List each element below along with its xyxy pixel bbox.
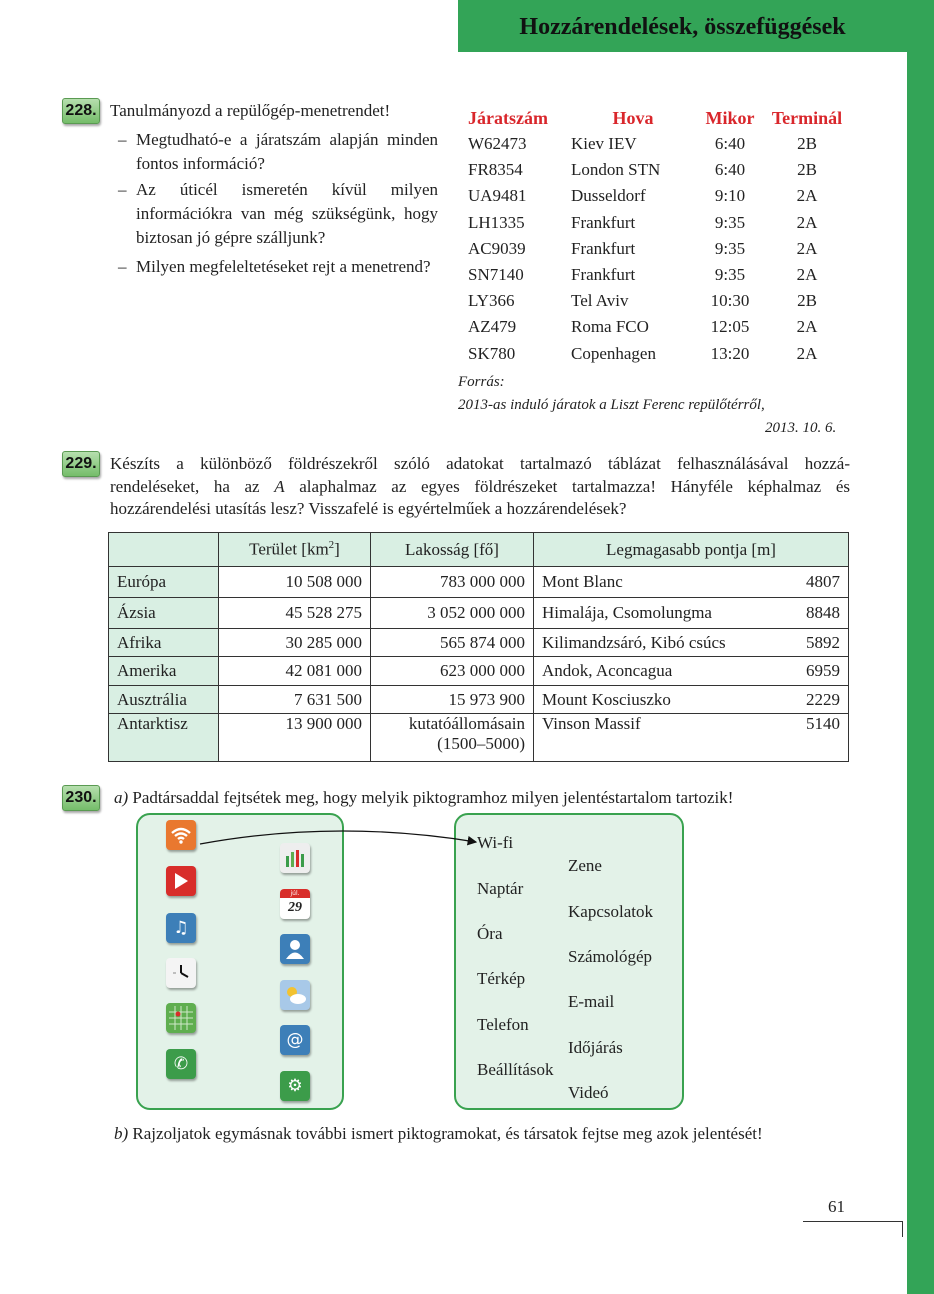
flight-number-cell: AC9039 [468, 238, 526, 258]
clock-icon [166, 958, 196, 988]
time-cell: 9:35 [714, 212, 746, 232]
highest-point-cell [534, 598, 849, 629]
word-settings: Beállítások [477, 1060, 554, 1079]
highest-point-cell [534, 714, 849, 762]
highest-point-cell [534, 629, 849, 657]
area-cell: 7 631 500 [219, 686, 371, 714]
peak-name: Mont Blanc [542, 572, 623, 591]
matching-arrow [196, 825, 481, 850]
peak-name: Andok, Aconcagua [542, 661, 673, 680]
exercise-229-line-3: hozzárendelési utasítás lesz? Visszafelé is egyértelműek a hozzárendelések? [110, 499, 627, 518]
flight-row [460, 131, 849, 157]
word-wifi: Wi-fi [477, 833, 514, 852]
flight-row [460, 314, 849, 340]
time-cell: 13:20 [710, 343, 750, 363]
settings-icon: ⚙ [280, 1071, 310, 1101]
highest-point-content [542, 661, 840, 681]
highest-point-content [542, 572, 840, 592]
continent-row [109, 657, 849, 686]
population-range: (1500–5000) [437, 734, 525, 753]
terminal-cell: 2A [796, 212, 818, 232]
page-number-rule-tick [902, 1221, 903, 1237]
header-highest-point: Legmagasabb pontja [m] [534, 533, 849, 567]
word-clock: Óra [477, 924, 503, 943]
continent-row [109, 629, 849, 657]
time-cell: 9:35 [714, 265, 746, 285]
time-cell: 6:40 [714, 160, 746, 180]
peak-height: 4807 [806, 572, 840, 591]
map-icon [166, 1003, 196, 1033]
peak-name: Kilimandzsáró, Kibó csúcs [542, 632, 726, 652]
peak-height: 8848 [806, 603, 840, 622]
flight-row [460, 236, 849, 262]
flight-number-cell: SN7140 [468, 265, 524, 285]
time-cell: 6:40 [714, 134, 746, 154]
continent-name-cell: Európa [109, 567, 219, 598]
continent-name-cell: Antarktisz [109, 714, 219, 762]
destination-cell: London STN [571, 160, 661, 180]
peak-name: Mount Kosciuszko [542, 689, 671, 709]
col-time: Mikor [705, 107, 755, 128]
peak-height: 5892 [806, 632, 840, 652]
peak-height: 2229 [806, 689, 840, 709]
exercise-number-228: 228. [62, 98, 100, 124]
exercise-229-line-1: Készíts a különböző földrészekről szóló adatokat tartalmazó táblázat felhasználásával hozzá- [110, 454, 850, 473]
col-terminal: Terminál [771, 107, 843, 128]
population-cell: 623 000 000 [371, 657, 534, 686]
area-cell: 30 285 000 [219, 629, 371, 657]
continent-name-cell: Ausztrália [109, 686, 219, 714]
population-cell: 3 052 000 000 [371, 598, 534, 629]
word-calculator: Számológép [568, 947, 653, 966]
destination-cell: Dusseldorf [571, 186, 646, 206]
terminal-cell: 2B [797, 134, 817, 154]
highest-point-cell [534, 657, 849, 686]
flight-header-row [460, 105, 849, 131]
exercise-228-intro: Tanulmányozd a repülőgép-menetrendet! [110, 101, 391, 120]
population-note: kutatóállomásain [408, 714, 525, 733]
destination-cell: Frankfurt [571, 238, 636, 258]
phone-icon: ✆ [166, 1049, 196, 1079]
time-cell: 9:10 [714, 186, 746, 206]
time-cell: 12:05 [710, 317, 750, 337]
col-destination: Hova [612, 107, 654, 128]
population-cell: 565 874 000 [371, 629, 534, 657]
flight-row [460, 262, 849, 288]
continent-name-cell: Ázsia [109, 598, 219, 629]
word-contacts: Kapcsolatok [568, 902, 653, 921]
population-cell: 783 000 000 [371, 567, 534, 598]
word-music: Zene [568, 856, 602, 875]
area-cell: 10 508 000 [219, 567, 371, 598]
area-cell: 42 081 000 [219, 657, 371, 686]
flight-number-cell: UA9481 [468, 186, 527, 206]
wifi-icon [166, 820, 196, 850]
page-number: 61 [828, 1197, 845, 1216]
flight-number-cell: LY366 [468, 291, 515, 311]
calendar-icon: júl. 29 [280, 889, 310, 919]
highest-point-content [542, 633, 840, 653]
exercise-229-line-2: rendeléseket, ha az A alaphalmaz az egyes földrészeket tartalmazza! Hányféle képhalmaz és [110, 477, 850, 496]
terminal-cell: 2A [796, 238, 818, 258]
highest-point-cell [534, 567, 849, 598]
col-flight-number: Járatszám [468, 107, 548, 128]
flight-row [460, 341, 849, 367]
music-icon: ♫ [166, 913, 196, 943]
terminal-cell: 2B [797, 160, 817, 180]
header-area: Terület $[km^2]$ [219, 533, 371, 567]
source-label: Forrás: [458, 374, 505, 390]
terminal-cell: 2A [796, 265, 818, 285]
terminal-cell: 2A [796, 317, 818, 337]
continent-row [109, 567, 849, 598]
destination-cell: Tel Aviv [571, 291, 629, 311]
header-population: Lakosság [fő] [371, 533, 534, 567]
continent-name-cell: Afrika [109, 629, 219, 657]
page-title: Hozzárendelések, összefüggések [519, 14, 846, 40]
flight-number-cell: SK780 [468, 343, 516, 363]
destination-cell: Roma FCO [571, 317, 649, 337]
terminal-cell: 2A [796, 343, 818, 363]
flight-schedule-table [460, 105, 849, 367]
continent-row [109, 714, 849, 762]
weather-icon [280, 980, 310, 1010]
population-cell: 15 973 900 [371, 686, 534, 714]
peak-name: Himalája, Csomolungma [542, 603, 712, 622]
page-number-rule [803, 1221, 903, 1222]
exercise-number-230: 230. [62, 785, 100, 811]
word-weather: Időjárás [568, 1038, 623, 1057]
flight-number-cell: LH1335 [468, 212, 525, 232]
peak-height: 5140 [806, 714, 840, 733]
word-phone: Telefon [477, 1015, 529, 1034]
exercise-228-question-1: – Megtudható-e a járatszám alapján minden fontos információ? [118, 130, 438, 173]
destination-cell: Kiev IEV [571, 134, 637, 154]
flight-number-cell: W62473 [468, 134, 527, 154]
area-cell: 13 900 000 [219, 714, 371, 762]
word-map: Térkép [477, 969, 526, 988]
email-icon: @ [280, 1025, 310, 1055]
flight-number-cell: AZ479 [468, 317, 517, 337]
destination-cell: Frankfurt [571, 265, 636, 285]
source-date: 2013. 10. 6. [765, 420, 837, 436]
population-cell [371, 714, 534, 762]
exercise-228-question-3: – Milyen megfeleltetéseket rejt a menetrend? [118, 257, 431, 276]
peak-name: Vinson Massif [542, 714, 641, 733]
time-cell: 9:35 [714, 238, 746, 258]
source-text: 2013-as induló járatok a Liszt Ferenc repülőtérről, [458, 397, 765, 413]
highest-point-cell [534, 686, 849, 714]
side-color-bar [907, 0, 934, 1294]
terminal-cell: 2A [796, 186, 818, 206]
flight-row [460, 288, 849, 314]
exercise-230-a: a) Padtársaddal fejtsétek meg, hogy melyik piktogramhoz milyen jelentéstartalom tartozik! [114, 788, 734, 807]
time-cell: 10:30 [710, 291, 750, 311]
word-email: E-mail [568, 992, 615, 1011]
flight-row [460, 157, 849, 183]
continent-name-cell: Amerika [109, 657, 219, 686]
continents-table [108, 532, 849, 762]
terminal-cell: 2B [797, 291, 817, 311]
destination-cell: Frankfurt [571, 212, 636, 232]
destination-cell: Copenhagen [571, 343, 656, 363]
video-play-icon [166, 866, 196, 896]
highest-point-content [542, 690, 840, 710]
exercise-228-question-2: – Az úticél ismeretén kívül milyen információkra van még szükségünk, hogy biztosan jó gépre szálljunk? [118, 180, 438, 247]
exercise-230-b: b) Rajzoljatok egymásnak további ismert piktogramokat, és társatok fejtse meg azok jelentését! [114, 1124, 763, 1143]
flight-row [460, 183, 849, 209]
area-cell: 45 528 275 [219, 598, 371, 629]
continents-header-row [109, 533, 849, 567]
highest-point-content [542, 603, 840, 623]
flight-number-cell: FR8354 [468, 160, 523, 180]
word-calendar: Naptár [477, 879, 524, 898]
exercise-number-229: 229. [62, 451, 100, 477]
contacts-icon [280, 934, 310, 964]
continent-row [109, 598, 849, 629]
continent-row [109, 686, 849, 714]
highest-point-content [542, 714, 840, 734]
flight-row [460, 210, 849, 236]
header-empty [109, 533, 219, 567]
peak-height: 6959 [806, 661, 840, 680]
word-video: Videó [568, 1083, 609, 1102]
